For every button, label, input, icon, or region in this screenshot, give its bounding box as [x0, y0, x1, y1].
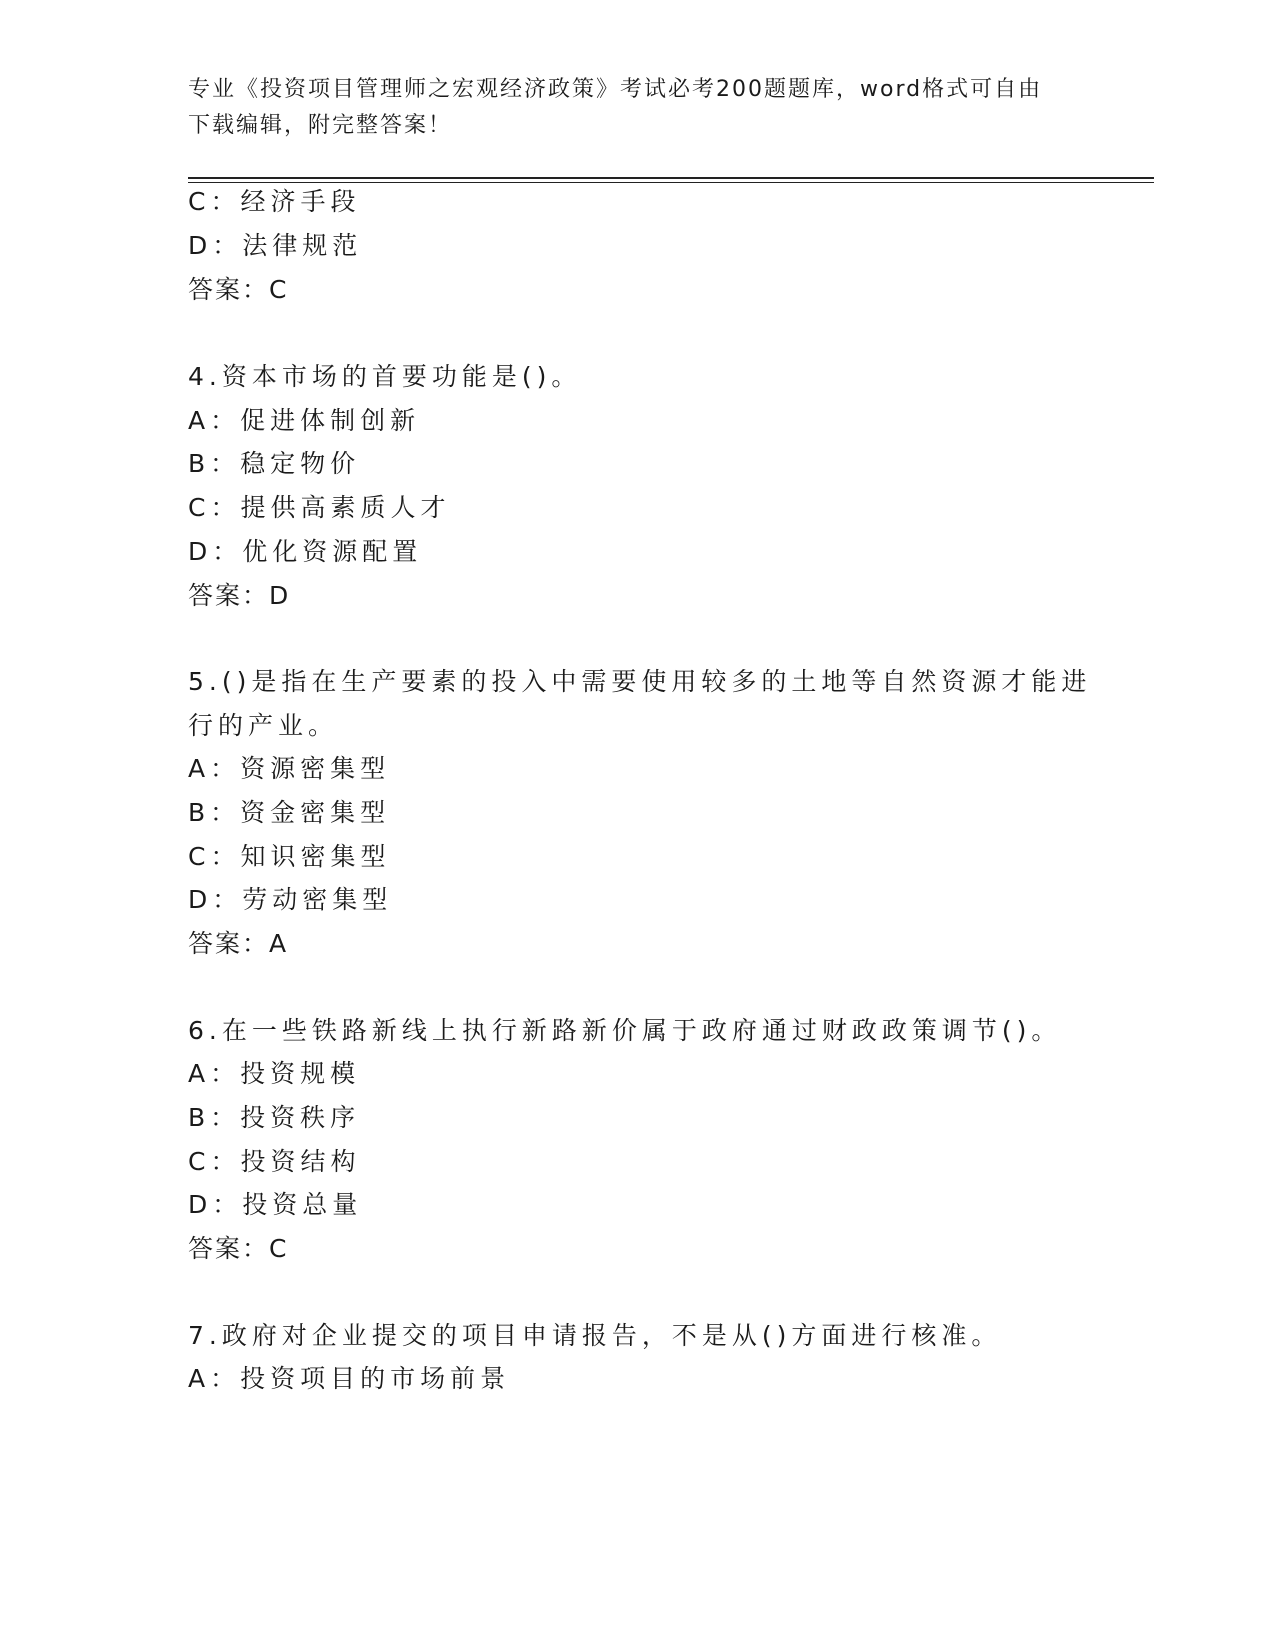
q4-option-d: D：优化资源配置	[188, 537, 423, 566]
q7-question: 7.政府对企业提交的项目申请报告，不是从()方面进行核准。	[188, 1321, 1002, 1350]
q6-option-b: B：投资秩序	[188, 1103, 361, 1132]
q7-option-a: A：投资项目的市场前景	[188, 1364, 511, 1393]
q5-question-line-2: 行的产业。	[188, 711, 339, 740]
q4-question: 4.资本市场的首要功能是()。	[188, 362, 582, 391]
header-line-1: 专业《投资项目管理师之宏观经济政策》考试必考200题题库，word格式可自由	[188, 77, 1043, 102]
q4-option-c: C：提供高素质人才	[188, 493, 451, 522]
document-header	[188, 72, 1068, 144]
q4-option-b: B：稳定物价	[188, 449, 361, 478]
q3-option-d: D：法律规范	[188, 231, 363, 260]
q6-answer: 答案：C	[188, 1234, 289, 1263]
q5-option-d: D：劳动密集型	[188, 885, 393, 914]
q5-question-line-1: 5.()是指在生产要素的投入中需要使用较多的土地等自然资源才能进	[188, 667, 1092, 696]
q3-option-c: C：经济手段	[188, 187, 361, 216]
header-divider-thin	[188, 182, 1154, 183]
q5-option-a: A：资源密集型	[188, 754, 391, 783]
q4-option-a: A：促进体制创新	[188, 406, 421, 435]
q6-option-c: C：投资结构	[188, 1147, 361, 1176]
q6-question: 6.在一些铁路新线上执行新路新价属于政府通过财政政策调节()。	[188, 1016, 1062, 1045]
header-divider-thick	[188, 177, 1154, 179]
q6-option-a: A：投资规模	[188, 1059, 361, 1088]
q6-option-d: D：投资总量	[188, 1190, 363, 1219]
q4-answer: 答案：D	[188, 581, 291, 610]
q5-option-b: B：资金密集型	[188, 798, 391, 827]
q5-answer: 答案：A	[188, 929, 289, 958]
q5-option-c: C：知识密集型	[188, 842, 391, 871]
header-line-2: 下载编辑，附完整答案！	[188, 113, 453, 138]
q3-answer: 答案：C	[188, 275, 289, 304]
